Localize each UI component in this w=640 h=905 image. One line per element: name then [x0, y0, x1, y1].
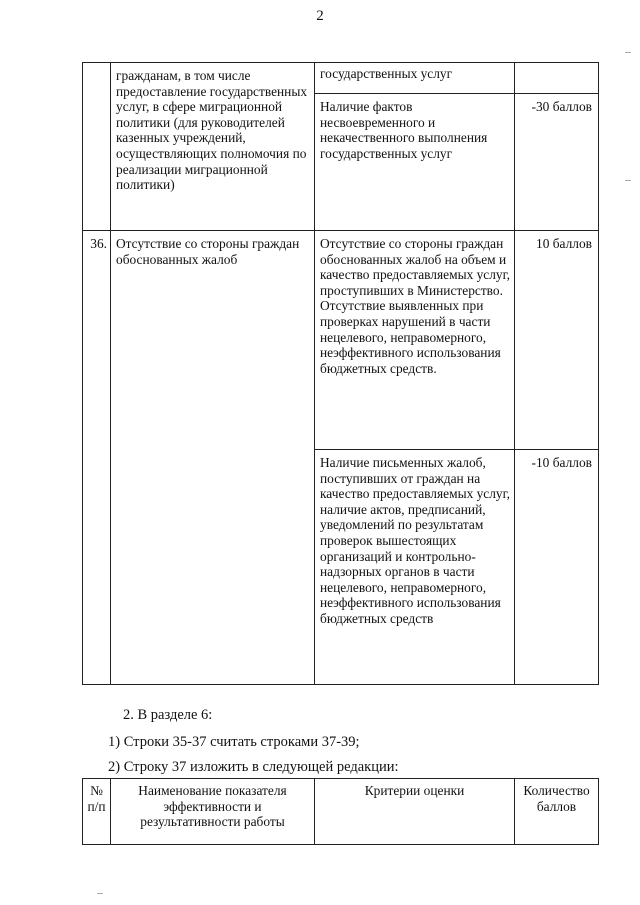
header-points: Количество баллов [515, 779, 599, 845]
row-number: 36. [90, 236, 107, 251]
indicator-text: гражданам, в том числе предоставление государственных услуг, в сфере миграционной политики (для руководителей казенных учреждений, осуществляющих полномочия по реализации миграционной политики) [116, 68, 308, 193]
points-cell [515, 231, 599, 450]
list-item: 2) Строку 37 изложить в следующей редакции: [108, 759, 399, 775]
points-value: 10 баллов [536, 236, 592, 251]
points-cell [515, 450, 599, 685]
header-table [82, 778, 599, 845]
criteria-text: государственных услуг [320, 66, 453, 81]
scan-mark [625, 180, 631, 181]
table-row [83, 63, 599, 94]
page-number: 2 [316, 8, 324, 24]
criteria-cell [315, 450, 515, 685]
criteria-text: Наличие письменных жалоб, поступивших от граждан на качество предоставляемых услуг, наличие актов, предписаний, уведомлений по результатам проверок вышестоящих организаций и контрольно-надзорных органов в части нецелевого, неправомерного, неэффективного использования бюджетных средств [320, 455, 510, 626]
section-heading: 2. В разделе 6: [123, 707, 213, 723]
evaluation-table [82, 62, 599, 685]
table-row [83, 231, 599, 450]
criteria-text: Наличие фактов несвоевременного и некачественного выполнения государственных услуг [320, 99, 488, 161]
header-indicator: Наименование показателя эффективности и результативности работы [111, 779, 315, 845]
list-item: 1) Строки 35-37 считать строками 37-39; [108, 734, 360, 750]
points-value: -30 баллов [531, 99, 592, 114]
criteria-cell [315, 63, 515, 94]
table-header-row [83, 779, 599, 845]
header-criteria: Критерии оценки [315, 779, 515, 845]
header-number: № п/п [83, 779, 111, 845]
row-number-cell [83, 63, 111, 231]
criteria-cell [315, 94, 515, 231]
row-number-cell [83, 231, 111, 685]
indicator-cell [111, 231, 315, 685]
scan-mark [97, 893, 103, 894]
points-value: -10 баллов [531, 455, 592, 470]
indicator-cell [111, 63, 315, 231]
criteria-text: Отсутствие со стороны граждан обоснованных жалоб на объем и качество предоставляемых услуг, проступивших в Министерство. Отсутствие выявленных при проверках нарушений в части нецелевого, неправомерного, неэффективного использования бюджетных средств. [320, 236, 510, 376]
criteria-cell [315, 231, 515, 450]
points-cell [515, 63, 599, 94]
points-cell [515, 94, 599, 231]
scan-mark [625, 52, 631, 53]
indicator-text: Отсутствие со стороны граждан обоснованных жалоб [116, 236, 300, 267]
